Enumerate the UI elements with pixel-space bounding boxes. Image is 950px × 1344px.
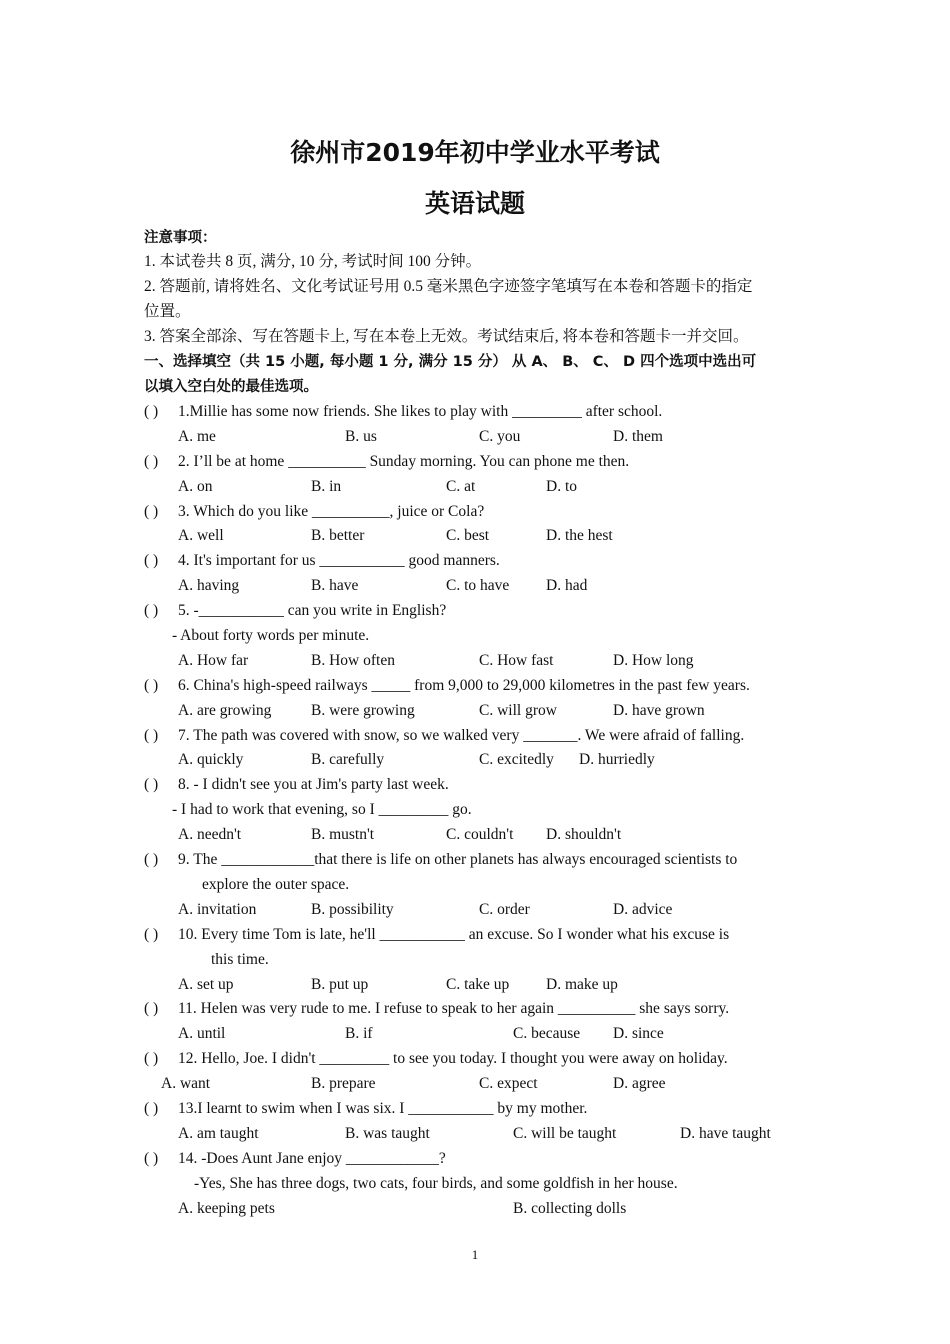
question-text: 9. The ____________that there is life on other planets has always encouraged scientists to <box>178 851 738 868</box>
question-text: 7. The path was covered with snow, so we walked very _______. We were afraid of falling. <box>178 727 745 744</box>
option-a: A. are growing <box>178 702 272 719</box>
option-c: C. will grow <box>479 702 557 719</box>
option-d: D. How long <box>613 652 694 669</box>
option-b: B. were growing <box>311 702 415 719</box>
option-b: B. was taught <box>345 1125 430 1142</box>
question-text: 11. Helen was very rude to me. I refuse to speak to her again __________ she says sorry. <box>178 1000 730 1017</box>
option-b: B. if <box>345 1025 373 1042</box>
answer-blank[interactable]: ( ) <box>144 727 159 744</box>
option-a: A. keeping pets <box>178 1200 275 1217</box>
answer-blank[interactable]: ( ) <box>144 1050 159 1067</box>
option-b: B. How often <box>311 652 395 669</box>
exam-title: 徐州市2019年初中学业水平考试 <box>290 138 660 167</box>
notice-item: 1. 本试卷共 8 页, 满分, 10 分, 考试时间 100 分钟。 <box>144 253 482 270</box>
option-a: A. want <box>161 1075 211 1092</box>
option-a: A. having <box>178 577 240 594</box>
option-d: D. to <box>546 478 577 495</box>
answer-blank[interactable]: ( ) <box>144 503 159 520</box>
section-heading-cont: 以填入空白处的最佳选项。 <box>144 379 318 395</box>
question-dialogue: - About forty words per minute. <box>172 627 370 644</box>
answer-blank[interactable]: ( ) <box>144 602 159 619</box>
option-b: B. us <box>345 428 377 445</box>
question-dialogue: - I had to work that evening, so I _________ go. <box>172 801 472 818</box>
option-a: A. well <box>178 527 224 544</box>
option-a: A. on <box>178 478 213 495</box>
notice-item: 3. 答案全部涂、写在答题卡上, 写在本卷上无效。考试结束后, 将本卷和答题卡一并交回。 <box>144 328 749 345</box>
option-a: A. until <box>178 1025 226 1042</box>
option-c: C. best <box>446 527 490 544</box>
exam-subtitle: 英语试题 <box>424 189 525 218</box>
answer-blank[interactable]: ( ) <box>144 453 159 470</box>
option-d: D. advice <box>613 901 673 918</box>
option-c: C. will be taught <box>513 1125 617 1142</box>
option-d: D. have taught <box>680 1125 771 1142</box>
question-text: 4. It's important for us ___________ good manners. <box>178 552 500 569</box>
option-b: B. possibility <box>311 901 394 918</box>
page-number: 1 <box>471 1247 479 1262</box>
answer-blank[interactable]: ( ) <box>144 1150 159 1167</box>
option-c: C. because <box>513 1025 581 1042</box>
question-text: 14. -Does Aunt Jane enjoy ____________? <box>178 1150 446 1167</box>
answer-blank[interactable]: ( ) <box>144 926 159 943</box>
option-c: C. excitedly <box>479 751 554 768</box>
answer-blank[interactable]: ( ) <box>144 677 159 694</box>
question-continuation: explore the outer space. <box>202 876 350 893</box>
option-d: D. the hest <box>546 527 613 544</box>
option-b: B. carefully <box>311 751 385 768</box>
option-c: C. at <box>446 478 476 495</box>
question-text: 10. Every time Tom is late, he'll ___________ an excuse. So I wonder what his excuse is <box>178 926 730 943</box>
option-d: D. hurriedly <box>579 751 655 768</box>
option-c: C. How fast <box>479 652 554 669</box>
question-text: 1.Millie has some now friends. She likes to play with _________ after school. <box>178 403 663 420</box>
answer-blank[interactable]: ( ) <box>144 1000 159 1017</box>
option-b: B. prepare <box>311 1075 376 1092</box>
option-b: B. put up <box>311 976 369 993</box>
option-b: B. in <box>311 478 342 495</box>
option-a: A. set up <box>178 976 234 993</box>
notice-item: 位置。 <box>144 303 191 320</box>
option-d: D. them <box>613 428 663 445</box>
answer-blank[interactable]: ( ) <box>144 851 159 868</box>
option-a: A. quickly <box>178 751 244 768</box>
option-d: D. shouldn't <box>546 826 622 843</box>
question-text: 13.I learnt to swim when I was six. I ___________ by my mother. <box>178 1100 588 1117</box>
option-b: B. collecting dolls <box>513 1200 627 1217</box>
option-d: D. have grown <box>613 702 705 719</box>
answer-blank[interactable]: ( ) <box>144 403 159 420</box>
option-a: A. invitation <box>178 901 257 918</box>
option-c: C. expect <box>479 1075 538 1092</box>
option-d: D. since <box>613 1025 664 1042</box>
option-a: A. How far <box>178 652 249 669</box>
question-text: 6. China's high-speed railways _____ from 9,000 to 29,000 kilometres in the past few years. <box>178 677 750 694</box>
option-a: A. needn't <box>178 826 242 843</box>
question-text: 12. Hello, Joe. I didn't _________ to see you today. I thought you were away on holiday. <box>178 1050 728 1067</box>
option-c: C. order <box>479 901 530 918</box>
notice-item: 2. 答题前, 请将姓名、文化考试证号用 0.5 毫米黑色字迹签字笔填写在本卷和答题卡的指定 <box>144 278 753 295</box>
option-d: D. had <box>546 577 588 594</box>
option-d: D. make up <box>546 976 618 993</box>
question-text: 3. Which do you like __________, juice or Cola? <box>178 503 485 520</box>
option-c: C. couldn't <box>446 826 514 843</box>
option-d: D. agree <box>613 1075 666 1092</box>
option-c: C. take up <box>446 976 510 993</box>
question-dialogue: -Yes, She has three dogs, two cats, four birds, and some goldfish in her house. <box>194 1175 678 1192</box>
question-text: 8. - I didn't see you at Jim's party last week. <box>178 776 449 793</box>
question-text: 2. I’ll be at home __________ Sunday morning. You can phone me then. <box>178 453 630 470</box>
option-b: B. have <box>311 577 359 594</box>
answer-blank[interactable]: ( ) <box>144 776 159 793</box>
option-c: C. to have <box>446 577 510 594</box>
answer-blank[interactable]: ( ) <box>144 1100 159 1117</box>
option-c: C. you <box>479 428 521 445</box>
question-continuation: this time. <box>211 951 269 968</box>
option-a: A. am taught <box>178 1125 259 1142</box>
option-b: B. better <box>311 527 365 544</box>
option-a: A. me <box>178 428 216 445</box>
notice-heading: 注意事项： <box>144 230 217 246</box>
section-heading: 一、选择填空（共 15 小题, 每小题 1 分, 满分 15 分） 从 A、 B、 C、 D 四个选项中选出可 <box>144 354 757 370</box>
question-text: 5. -___________ can you write in English? <box>178 602 447 619</box>
option-b: B. mustn't <box>311 826 375 843</box>
answer-blank[interactable]: ( ) <box>144 552 159 569</box>
